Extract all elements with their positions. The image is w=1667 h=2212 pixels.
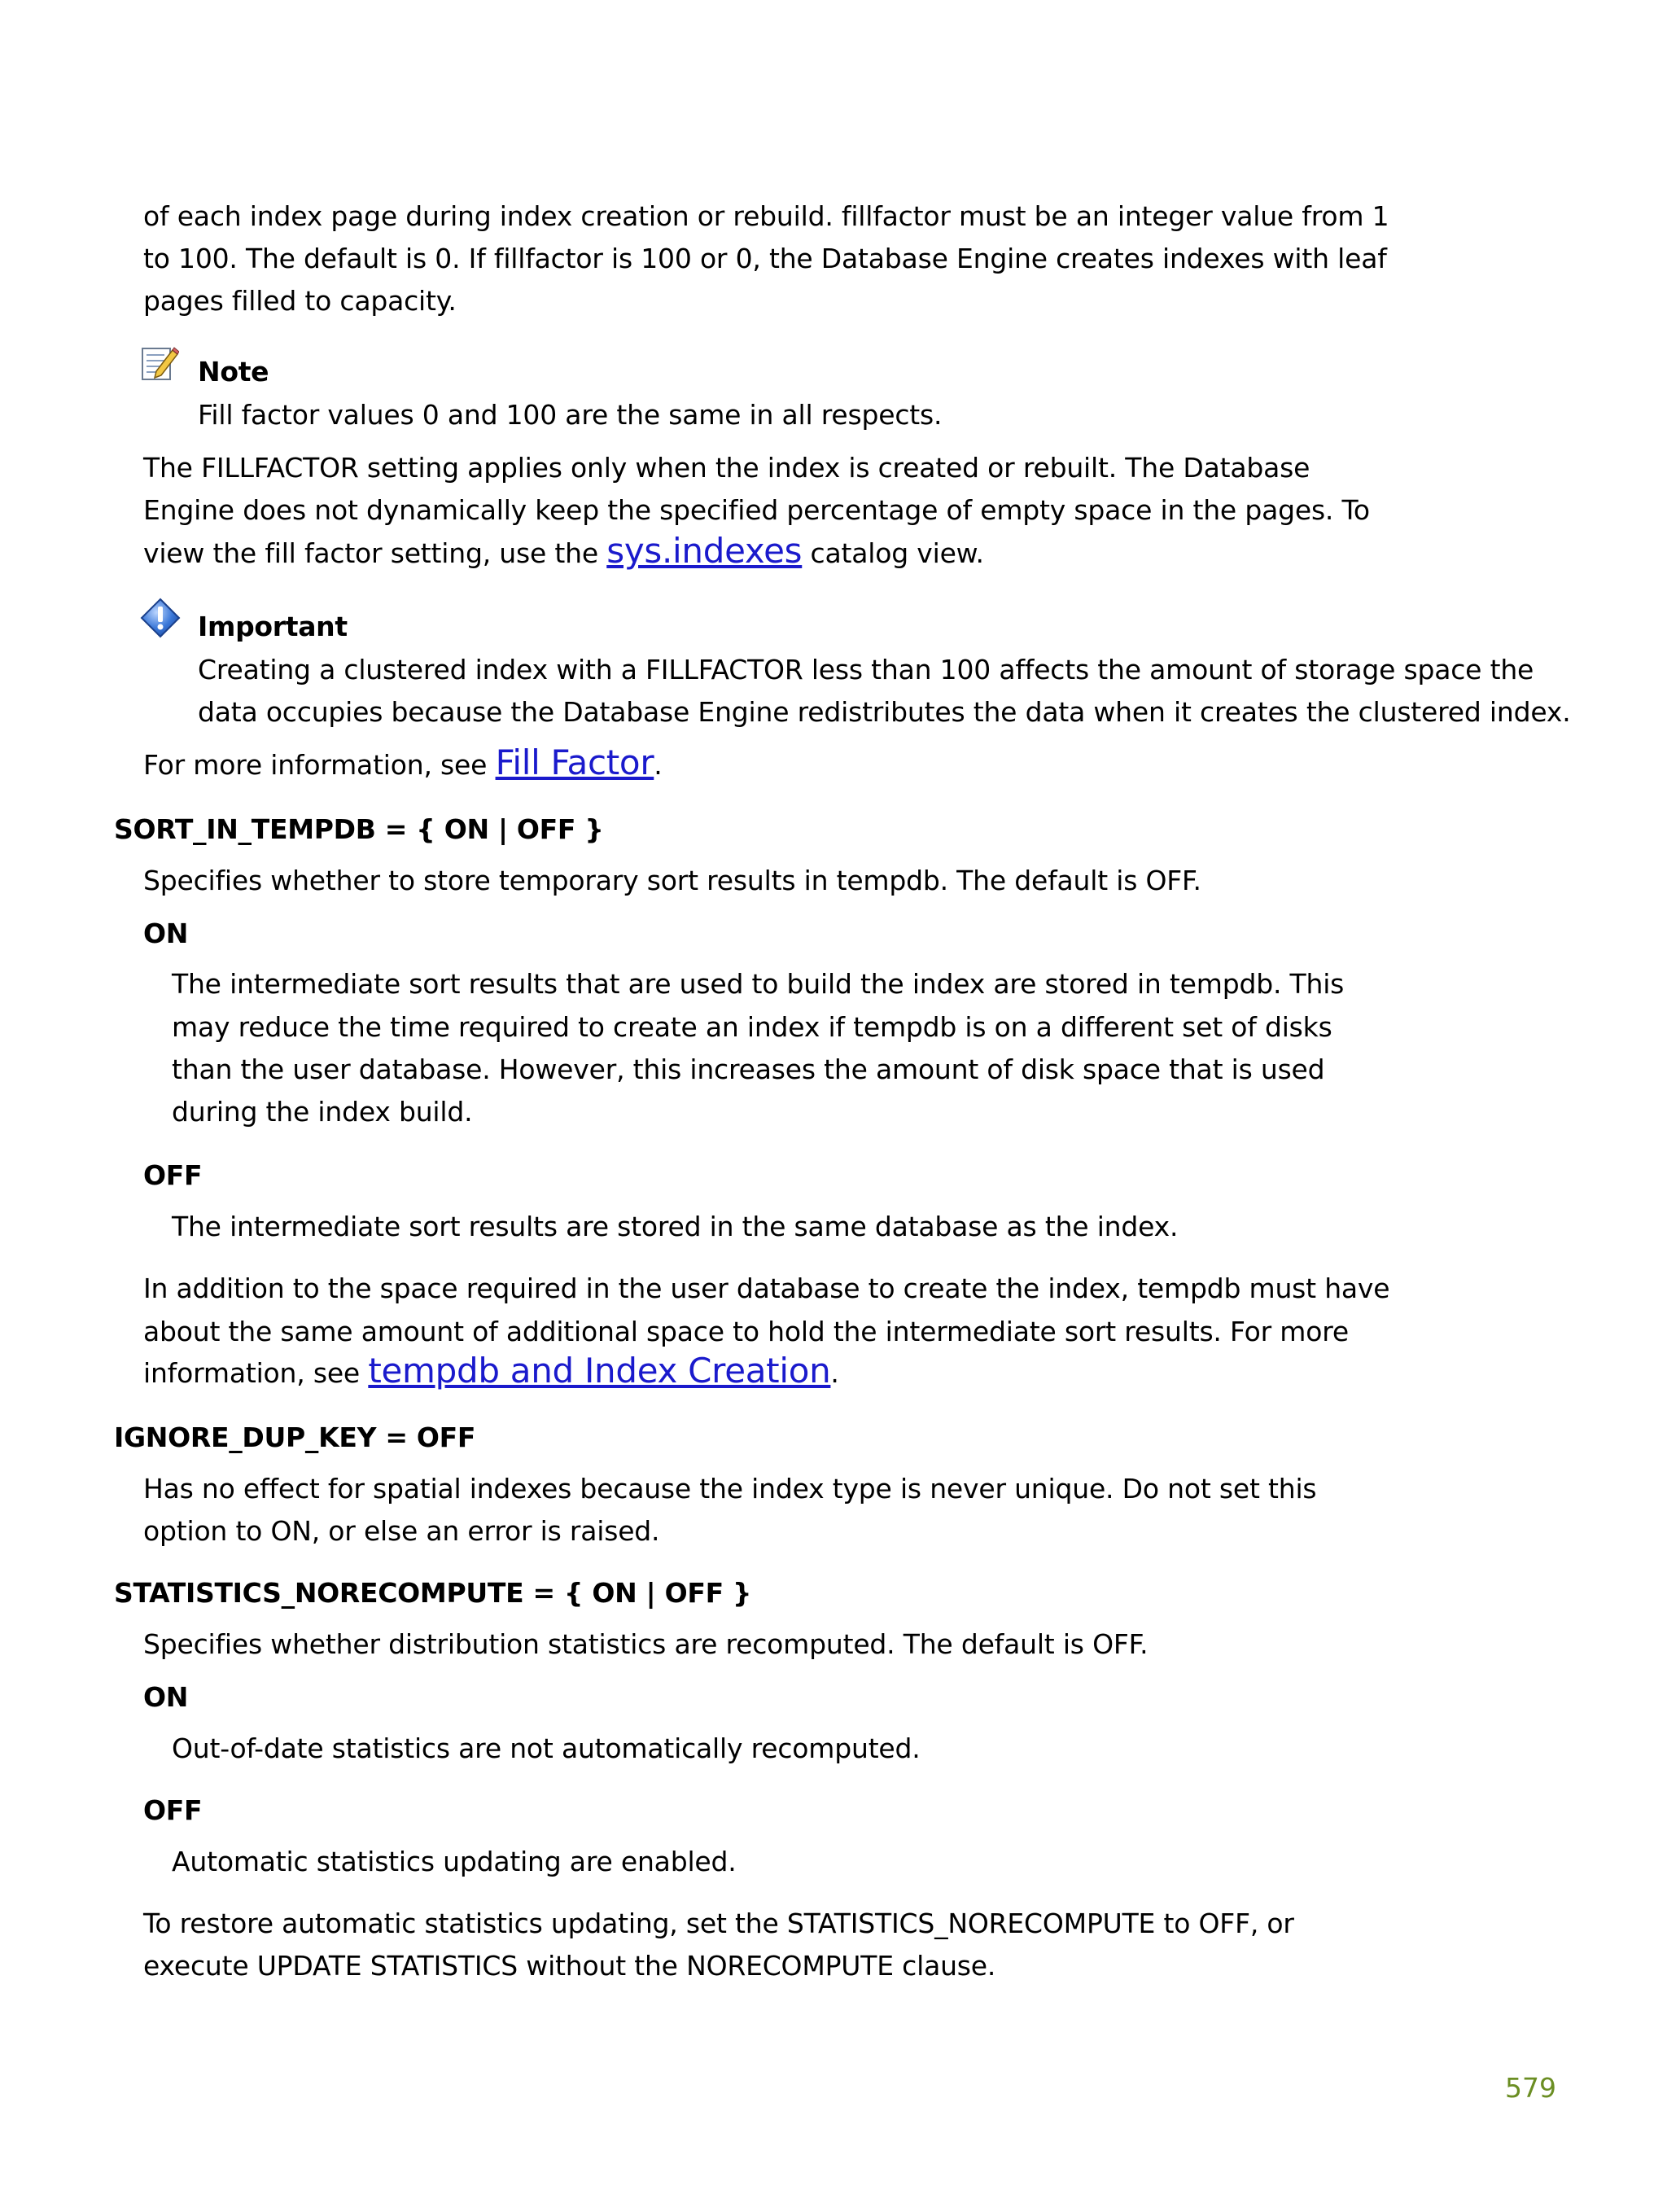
statistics-norecompute-heading: STATISTICS_NORECOMPUTE = { ON | OFF } [114,1577,752,1609]
intro-line: to 100. The default is 0. If fillfactor is 100 or 0, the Database Engine creates indexes with leaf [143,243,1387,274]
statistics-on-text: Out-of-date statistics are not automatically recomputed. [172,1732,921,1764]
important-title: Important [198,611,348,642]
note-pencil-icon [140,344,179,386]
statistics-off-label: OFF [143,1794,203,1826]
sort-in-tempdb-off-label: OFF [143,1159,203,1191]
statistics-restore-line: To restore automatic statistics updating, set the STATISTICS_NORECOMPUTE to OFF, or [143,1908,1294,1939]
note-title: Note [198,356,269,388]
page-number: 579 [1505,2072,1556,2104]
important-line: data occupies because the Database Engine redistributes the data when it creates the clustered index. [198,696,1571,728]
intro-line: pages filled to capacity. [143,285,457,317]
statistics-description: Specifies whether distribution statistics are recomputed. The default is OFF. [143,1628,1149,1660]
more-info-text: For more information, see [143,749,496,781]
statistics-on-label: ON [143,1681,189,1713]
sort-extra-line: about the same amount of additional space to hold the intermediate sort results. For more [143,1316,1349,1347]
sort-on-line: may reduce the time required to create an index if tempdb is on a different set of disks [172,1011,1332,1043]
fillfactor-line-text: view the fill factor setting, use the [143,537,607,569]
note-text: Fill factor values 0 and 100 are the same in all respects. [198,399,943,431]
fillfactor-line: Engine does not dynamically keep the specified percentage of empty space in the pages. To [143,494,1370,526]
ignore-dup-key-line: Has no effect for spatial indexes because the index type is never unique. Do not set this [143,1473,1317,1505]
sort-in-tempdb-heading: SORT_IN_TEMPDB = { ON | OFF } [114,813,604,845]
sys-indexes-link[interactable]: sys.indexes [606,531,803,571]
fill-factor-link[interactable]: Fill Factor [495,742,654,782]
sort-off-text: The intermediate sort results are stored in the same database as the index. [172,1211,1179,1242]
ignore-dup-key-heading: IGNORE_DUP_KEY = OFF [114,1421,476,1453]
sort-on-line: than the user database. However, this increases the amount of disk space that is used [172,1053,1325,1085]
info-exclamation-icon [140,598,181,642]
more-info-text: . [654,749,663,781]
fillfactor-line [143,531,984,571]
sort-extra-text: information, see [143,1357,369,1389]
ignore-dup-key-line: option to ON, or else an error is raised. [143,1515,660,1547]
fillfactor-line: The FILLFACTOR setting applies only when the index is created or rebuilt. The Database [143,452,1310,484]
statistics-restore-line: execute UPDATE STATISTICS without the NORECOMPUTE clause. [143,1950,996,1982]
statistics-off-text: Automatic statistics updating are enabled. [172,1846,737,1877]
sort-extra-line: In addition to the space required in the user database to create the index, tempdb must have [143,1272,1390,1304]
intro-line: of each index page during index creation or rebuild. fillfactor must be an integer value from 1 [143,200,1389,232]
sort-extra-line [143,1351,839,1391]
fillfactor-line-text: catalog view. [802,537,984,569]
sort-in-tempdb-on-label: ON [143,918,189,949]
sort-in-tempdb-description: Specifies whether to store temporary sort results in tempdb. The default is OFF. [143,865,1201,896]
sort-on-line: The intermediate sort results that are used to build the index are stored in tempdb. This [172,968,1345,1000]
tempdb-index-creation-link[interactable]: tempdb and Index Creation [368,1351,831,1391]
more-info-fill-factor [143,742,663,782]
important-line: Creating a clustered index with a FILLFACTOR less than 100 affects the amount of storage space the [198,654,1534,686]
sort-extra-text: . [830,1357,839,1389]
sort-on-line: during the index build. [172,1096,473,1128]
